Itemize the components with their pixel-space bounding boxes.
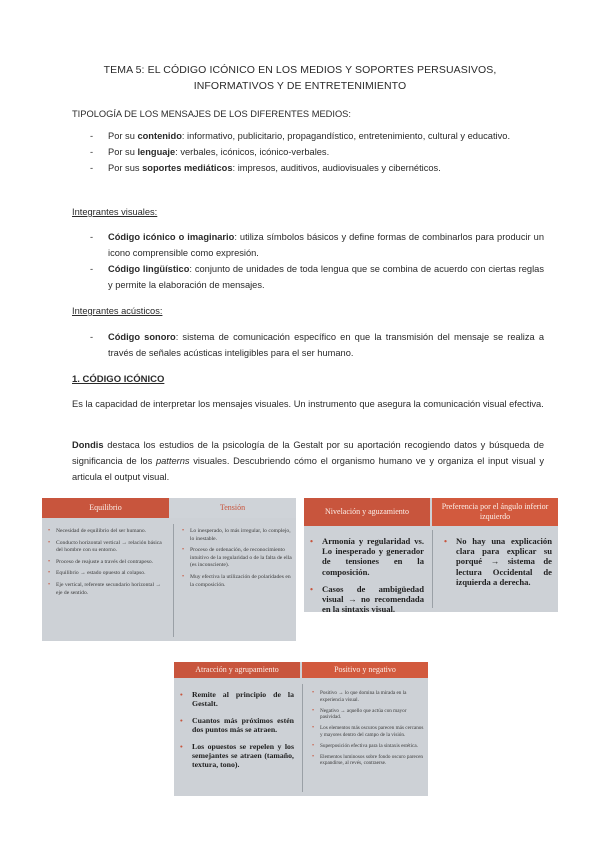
list-item: - Código icónico o imaginario: utiliza símbolos básicos y define formas de combinarlos para producir un icono comprensible como expresión.	[72, 229, 544, 261]
list-item: • Casos de ambigüedad visual → no recomendada en la sintaxis visual.	[310, 584, 424, 615]
list-item: • Los opuestos se repelen y los semejantes se atraen (tamaño, textura, tono).	[180, 742, 294, 770]
atraccion-column	[174, 686, 300, 790]
paragraph-definicion: Es la capacidad de interpretar los mensajes visuales. Un instrumento que asegura la comunicación visual efectiva.	[72, 399, 544, 409]
list-item: • Armonía y regularidad vs. Lo inesperado y generador de tensiones en la composición.	[310, 536, 424, 577]
acusticos-heading: Integrantes acústicos:	[72, 306, 163, 316]
list-item: • Remite al principio de la Gestalt.	[180, 690, 294, 709]
list-item: • Cuantos más próximos estén dos puntos más se atraen.	[180, 716, 294, 735]
header-preferencia: Preferencia por el ángulo inferior izquierdo	[432, 498, 558, 526]
visuales-list	[72, 229, 544, 293]
visuales-heading: Integrantes visuales:	[72, 207, 158, 217]
acusticos-list	[72, 329, 544, 361]
header-atraccion: Atracción y agrupamiento	[174, 662, 300, 678]
list-item: • Muy efectiva la utilización de polaridades en la composición.	[182, 574, 292, 589]
title-line-2: INFORMATIVOS Y DE ENTRETENIMIENTO	[193, 80, 407, 92]
header-nivelacion: Nivelación y aguzamiento	[304, 498, 430, 526]
list-item: • Lo inesperado, lo más irregular, lo complejo, lo inestable.	[182, 528, 292, 543]
list-item: • Conducto horizontal vertical → relación básica del hombre con su entorno.	[48, 540, 163, 555]
list-item: - Por sus soportes mediáticos: impresos, auditivos, audiovisuales y cibernéticos.	[72, 160, 544, 176]
list-item: • Elementos luminosos sobre fondo oscuro parecen expandirse, al revés, contraerse.	[312, 754, 424, 768]
tipologia-heading: TIPOLOGÍA DE LOS MENSAJES DE LOS DIFERENTES MEDIOS:	[72, 109, 351, 119]
list-item: • Negativo → aquello que actúa con mayor pasividad.	[312, 708, 424, 722]
positivo-negativo-column	[306, 686, 430, 790]
column-divider	[302, 684, 303, 792]
nivelacion-column	[304, 532, 430, 615]
list-item: • Equilibrio → estado opuesto al colapso.	[48, 570, 163, 578]
list-item: - Código sonoro: sistema de comunicación específico en que la transmisión del mensaje se realiza a través de señales acústicas inteligibles para el ser humano.	[72, 329, 544, 361]
list-item: - Por su contenido: informativo, publicitario, propagandístico, entretenimiento, cultural y educativo.	[72, 128, 544, 144]
header-equilibrio: Equilibrio	[42, 498, 169, 518]
preferencia-column	[438, 532, 558, 606]
header-tension: Tensión	[169, 498, 296, 518]
equilibrio-column	[42, 524, 169, 635]
list-item: • Eje vertical, referente secundario horizontal → eje de sentido.	[48, 582, 163, 597]
list-item: • Proceso de reajuste a través del contrapeso.	[48, 559, 163, 567]
list-item: • Necesidad de equilibrio del ser humano.	[48, 528, 163, 536]
infographic-card-atraccion-positivo	[174, 662, 428, 796]
tension-column	[176, 524, 298, 635]
page-title	[60, 62, 540, 94]
list-item: • Superposición efectiva para la sintaxis estética.	[312, 743, 424, 750]
list-item: • Positivo → lo que domina la mirada en la experiencia visual.	[312, 690, 424, 704]
list-item: • No hay una explicación clara para explicar su porqué → sistema de lectura Occidental de izquierda a derecha.	[444, 536, 552, 587]
list-item: - Código lingüístico: conjunto de unidades de toda lengua que se combina de acuerdo con ciertas reglas y permite la elaboración de mensajes.	[72, 261, 544, 293]
list-item: - Por su lenguaje: verbales, icónicos, icónico-verbales.	[72, 144, 544, 160]
list-item: • Proceso de ordenación, de reconocimiento intuitivo de la regularidad o de la falta de ella (es inconsciente).	[182, 547, 292, 570]
infographic-card-nivelacion-preferencia	[304, 498, 558, 615]
tipologia-list	[72, 128, 544, 176]
title-line-1: TEMA 5: EL CÓDIGO ICÓNICO EN LOS MEDIOS Y SOPORTES PERSUASIVOS,	[103, 64, 497, 76]
infographic-card-equilibrio-tension	[42, 498, 296, 641]
paragraph-dondis: Dondis destaca los estudios de la psicología de la Gestalt por su aportación recogiendo datos y búsqueda de significancia de los patterns visuales. Descubriendo cómo el organismo humano ve y organiza el input visual y articula el output visual.	[72, 440, 544, 482]
column-divider	[173, 524, 174, 637]
header-positivo-negativo: Positivo y negativo	[302, 662, 428, 678]
list-item: • Los elementos más oscuros parecen más cercanos y mayores dentro del campo de la visión.	[312, 725, 424, 739]
column-divider	[432, 530, 433, 608]
section-heading-codigo-iconico: 1. CÓDIGO ICÓNICO	[72, 374, 165, 385]
